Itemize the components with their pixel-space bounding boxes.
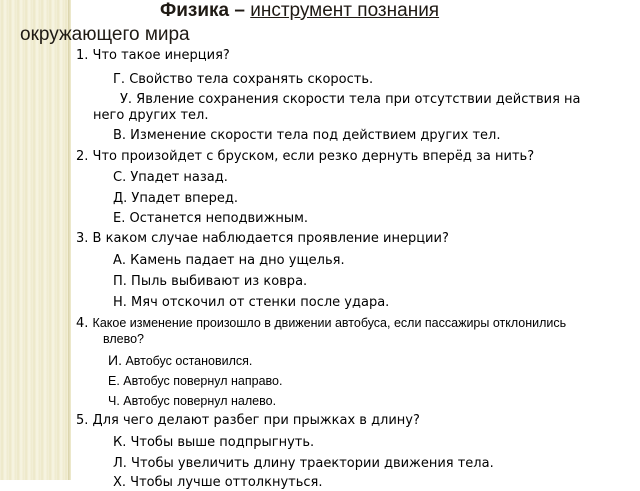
answer-3-p: П. Пыль выбивают из ковра. bbox=[113, 274, 308, 289]
answer-4-i bbox=[108, 352, 252, 369]
answer-1-u: У. Явление сохранения скорости тела при отсутствии действия на bbox=[120, 92, 581, 107]
answer-2-d: Д. Упадет вперед. bbox=[113, 191, 239, 206]
answer-1-g: Г. Свойство тела сохранять скорость. bbox=[113, 72, 374, 87]
answer-4-e-text: Автобус повернул направо. bbox=[123, 374, 283, 388]
answer-4-i-text: Автобус остановился. bbox=[125, 354, 253, 368]
answer-4-ch-letter: Ч. bbox=[108, 394, 120, 408]
answer-5-kh: Х. Чтобы лучше оттолкнуться. bbox=[113, 475, 323, 490]
answer-3-n: Н. Мяч отскочил от стенки после удара. bbox=[113, 295, 390, 310]
answer-4-e bbox=[108, 373, 282, 389]
title-bold-part: Физика – bbox=[160, 0, 245, 21]
question-3: 3. В каком случае наблюдается проявление инерции? bbox=[76, 231, 449, 246]
answer-1-u-continued: него других тел. bbox=[93, 108, 209, 123]
answer-2-e: Е. Останется неподвижным. bbox=[113, 211, 309, 226]
question-4-number: 4. bbox=[76, 316, 89, 331]
question-2: 2. Что произойдет с бруском, если резко дернуть вперёд за нить? bbox=[76, 149, 535, 164]
title-underlined-part: инструмент познания bbox=[250, 0, 440, 21]
question-1: 1. Что такое инерция? bbox=[76, 48, 230, 63]
answer-5-k: К. Чтобы выше подпрыгнуть. bbox=[113, 435, 315, 450]
question-4-continued: влево? bbox=[103, 332, 145, 346]
answer-4-i-letter: И. bbox=[108, 352, 122, 368]
title-line-2: окружающего мира bbox=[20, 24, 190, 45]
answer-2-s: С. Упадет назад. bbox=[113, 170, 228, 185]
question-5: 5. Для чего делают разбег при прыжках в длину? bbox=[76, 413, 420, 428]
answer-4-e-letter: Е. bbox=[108, 374, 120, 388]
answer-3-a: А. Камень падает на дно ущелья. bbox=[113, 253, 345, 268]
answer-5-l: Л. Чтобы увеличить длину траектории движения тела. bbox=[113, 456, 494, 471]
answer-4-ch bbox=[108, 393, 276, 409]
answer-1-v: В. Изменение скорости тела под действием других тел. bbox=[113, 128, 501, 143]
question-4-text: Какое изменение произошло в движении автобуса, если пассажиры отклонились bbox=[92, 316, 567, 330]
question-4 bbox=[76, 315, 566, 332]
answer-4-ch-text: Автобус повернул налево. bbox=[123, 394, 277, 408]
